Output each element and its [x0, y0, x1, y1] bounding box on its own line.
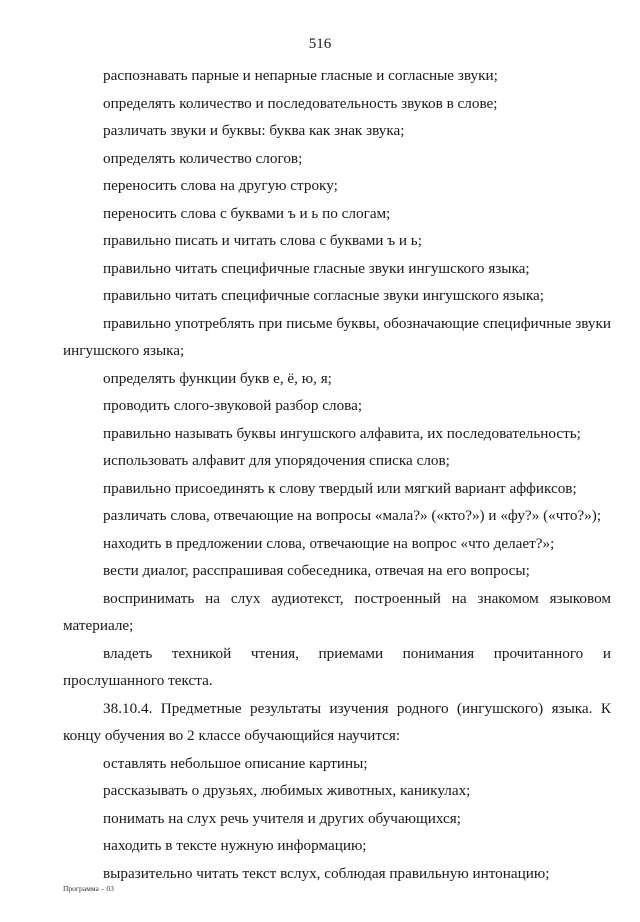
paragraph: находить в тексте нужную информацию; — [103, 837, 367, 854]
paragraph: правильно называть буквы ингушского алфавита, их последовательность; — [103, 424, 581, 442]
page-footer: Программа – 03 — [63, 884, 114, 893]
paragraph: воспринимать на слух аудиотекст, построенный на знакомом языковом материале; — [63, 589, 611, 634]
page-number: 516 — [308, 36, 332, 52]
paragraph: переносить слова на другую строку; — [103, 177, 338, 194]
paragraph: определять функции букв е, ё, ю, я; — [103, 369, 332, 387]
paragraph: находить в предложении слова, отвечающие на вопрос «что делает?»; — [103, 534, 555, 552]
paragraph: владеть техникой чтения, приемами понимания прочитанного и прослушанного текста. — [63, 644, 611, 689]
paragraph: проводить слого-звуковой разбор слова; — [103, 397, 363, 414]
paragraph: правильно писать и читать слова с буквами ъ и ь; — [103, 232, 422, 249]
paragraph: различать звуки и буквы: буква как знак звука; — [103, 122, 405, 139]
paragraph: переносить слова с буквами ъ и ь по слогам; — [103, 204, 391, 222]
paragraph: правильно употреблять при письме буквы, обозначающие специфичные звуки ингушского языка; — [63, 314, 611, 359]
paragraph: понимать на слух речь учителя и других обучающихся; — [103, 809, 461, 827]
paragraph: правильно читать специфичные гласные звуки ингушского языка; — [103, 259, 530, 277]
paragraph: использовать алфавит для упорядочения списка слов; — [103, 452, 450, 469]
document-body — [63, 62, 611, 887]
paragraph: определять количество слогов; — [103, 149, 303, 167]
paragraph: правильно читать специфичные согласные звуки ингушского языка; — [103, 287, 544, 304]
paragraph: различать слова, отвечающие на вопросы «мала?» («кто?») и «фу?» («что?»); — [103, 507, 602, 524]
paragraph: правильно присоединять к слову твердый или мягкий вариант аффиксов; — [103, 479, 577, 497]
paragraph: выразительно читать текст вслух, соблюдая правильную интонацию; — [103, 864, 550, 882]
paragraph: оставлять небольшое описание картины; — [103, 754, 368, 772]
paragraph: рассказывать о друзьях, любимых животных, каникулах; — [103, 782, 471, 799]
paragraph: вести диалог, расспрашивая собеседника, отвечая на его вопросы; — [103, 562, 530, 579]
paragraph: определять количество и последовательность звуков в слове; — [103, 94, 498, 112]
section-heading-paragraph: 38.10.4. Предметные результаты изучения родного (ингушского) языка. К концу обучения во 2 классе обучающийся научится: — [63, 699, 611, 744]
paragraph: распознавать парные и непарные гласные и согласные звуки; — [103, 67, 498, 84]
